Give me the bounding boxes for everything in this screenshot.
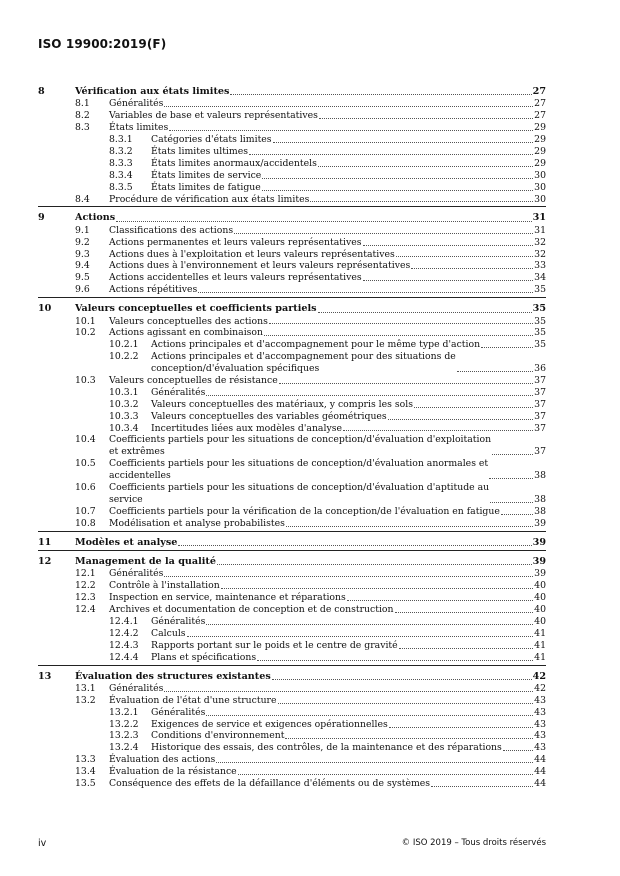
toc-chapter-entry[interactable] (38, 671, 546, 683)
toc-entry-title: Coefficients partiels pour la vérification de la conception/de l'évaluation en fatigue (109, 505, 500, 517)
toc-entry-number: 10.2.2 (109, 351, 139, 363)
toc-entry[interactable] (38, 170, 546, 182)
toc-entry-title: Classifications des actions (109, 224, 234, 236)
toc-entry-page: 41 (534, 639, 546, 651)
dot-leader (221, 588, 533, 589)
dot-leader (249, 154, 533, 155)
toc-entry-title: Exigences de service et exigences opérationnelles (151, 718, 388, 730)
toc-entry-page: 30 (534, 193, 546, 205)
toc-entry-title: Conditions d'environnement (151, 730, 285, 742)
toc-entry-number: 12.4.1 (109, 615, 139, 627)
toc-entry-title: Inspection en service, maintenance et réparations (109, 592, 346, 604)
toc-entry-page: 39 (532, 556, 546, 568)
dot-leader (343, 430, 533, 431)
toc-entry-page: 33 (534, 260, 546, 272)
dot-leader (395, 612, 534, 613)
toc-entry-number: 13.2.3 (109, 730, 139, 742)
toc-entry[interactable] (38, 458, 546, 482)
toc-entry-title: Actions dues à l'exploitation et leurs valeurs représentatives (109, 248, 395, 260)
toc-entry-number: 10.1 (75, 315, 96, 327)
toc-entry-page: 37 (534, 410, 546, 422)
toc-entry-number: 8.3.5 (109, 181, 133, 193)
toc-entry-title: Évaluation de l'état d'une structure (109, 694, 277, 706)
toc-entry-page: 32 (534, 248, 546, 260)
toc-entry-page: 30 (534, 169, 546, 181)
toc-entry-number: 13 (38, 670, 52, 682)
dot-leader (264, 335, 533, 336)
toc-entry-title: Généralités (151, 386, 206, 398)
dot-leader (230, 94, 531, 95)
dot-leader (216, 762, 533, 763)
toc-entry-number: 13.3 (75, 754, 96, 766)
toc-entry[interactable] (38, 719, 546, 731)
toc-entry-number: 9 (38, 212, 45, 224)
toc-entry-page: 43 (534, 718, 546, 730)
toc-entry[interactable] (38, 158, 546, 170)
toc-entry-number: 13.4 (75, 766, 96, 778)
toc-entry-title: Généralités (151, 706, 206, 718)
toc-entry-title: Généralités (151, 615, 206, 627)
toc-entry-title-line1: Actions principales et d'accompagnement pour des situations de (151, 351, 456, 363)
toc-entry-title-line2: et extrêmes (109, 446, 165, 458)
dot-leader (318, 312, 532, 313)
toc-entry-page: 35 (534, 327, 546, 339)
toc-entry[interactable] (38, 506, 546, 518)
toc-entry-title-line2: accidentelles (109, 470, 171, 482)
toc-entry[interactable] (38, 482, 546, 506)
toc-entry-page: 44 (534, 754, 546, 766)
toc-entry[interactable] (38, 604, 546, 616)
copyright-notice: © ISO 2019 – Tous droits réservés (401, 838, 546, 848)
toc-entry-number: 12.4.3 (109, 639, 139, 651)
toc-entry[interactable] (38, 327, 546, 339)
toc-entry-number: 9.1 (75, 224, 90, 236)
dot-leader (279, 383, 533, 384)
toc-entry-number: 12.4.4 (109, 651, 139, 663)
toc-entry-number: 10.3.3 (109, 410, 139, 422)
dot-leader (457, 371, 533, 372)
toc-entry[interactable] (38, 272, 546, 284)
toc-chapter-entry[interactable] (38, 556, 546, 568)
toc-entry-title: Valeurs conceptuelles des actions (109, 315, 268, 327)
toc-entry-title: Plans et spécifications (151, 651, 257, 663)
toc-entry-title: Archives et documentation de conception et de construction (109, 604, 394, 616)
toc-entry-title: Rapports portant sur le poids et le centre de gravité (151, 639, 398, 651)
toc-entry[interactable] (38, 339, 546, 351)
dot-leader (431, 786, 533, 787)
toc-entry-number: 9.2 (75, 236, 90, 248)
toc-entry-page: 35 (534, 315, 546, 327)
toc-entry-page: 27 (534, 98, 546, 110)
toc-entry[interactable] (38, 592, 546, 604)
toc-entry-page: 32 (534, 236, 546, 248)
toc-entry[interactable] (38, 434, 546, 458)
toc-entry-title (109, 458, 488, 482)
toc-entry-title: Modélisation et analyse probabilistes (109, 517, 285, 529)
toc-chapter-entry[interactable] (38, 212, 546, 224)
toc-entry-title-line1: Coefficients partiels pour les situations de conception/d'évaluation d'exploitation (109, 434, 492, 446)
toc-entry-number: 8.3.2 (109, 145, 133, 157)
toc-entry-page: 35 (534, 284, 546, 296)
toc-entry-page: 27 (534, 110, 546, 122)
toc-entry-title: Actions répétitives (109, 284, 198, 296)
toc-entry-title (109, 482, 489, 506)
toc-entry-title: Généralités (109, 568, 164, 580)
toc-entry-number: 12.4.2 (109, 627, 139, 639)
toc-entry-number: 10.7 (75, 505, 96, 517)
dot-leader (319, 118, 533, 119)
toc-entry-title: Valeurs conceptuelles de résistance (109, 375, 278, 386)
toc-entry-number: 10.6 (75, 482, 96, 494)
dot-leader (411, 268, 533, 269)
toc-entry-page: 39 (534, 517, 546, 529)
toc-entry-page: 43 (534, 694, 546, 706)
toc-entry-page: 40 (534, 615, 546, 627)
dot-leader (363, 245, 534, 246)
table-of-contents (38, 86, 546, 790)
toc-entry-number: 10.2 (75, 327, 96, 339)
toc-entry-page: 41 (534, 651, 546, 663)
toc-entry-title: Valeurs conceptuelles des matériaux, y compris les sols (151, 398, 414, 410)
toc-entry-number: 9.6 (75, 284, 90, 296)
toc-entry-number: 8.3 (75, 122, 90, 134)
dot-leader (285, 738, 533, 739)
toc-entry-page: 39 (532, 536, 546, 548)
toc-entry[interactable] (38, 616, 546, 628)
toc-entry-number: 13.2 (75, 694, 96, 706)
dot-leader (169, 130, 533, 131)
dot-leader (262, 190, 533, 191)
toc-entry-page: 34 (534, 272, 546, 284)
dot-leader (206, 715, 533, 716)
toc-entry[interactable] (38, 122, 546, 134)
toc-entry-page: 39 (534, 568, 546, 580)
dot-leader (492, 454, 533, 455)
toc-entry-page: 37 (534, 375, 546, 386)
dot-leader (206, 395, 533, 396)
toc-entry-number: 10.3 (75, 375, 96, 386)
toc-entry[interactable] (38, 194, 546, 206)
toc-entry-page: 38 (534, 470, 546, 482)
toc-entry-title: Contrôle à l'installation (109, 580, 220, 592)
toc-entry[interactable] (38, 707, 546, 719)
toc-entry-number: 10.8 (75, 517, 96, 529)
toc-entry-title: Procédure de vérification aux états limites (109, 193, 310, 205)
toc-entry-number: 12.2 (75, 580, 96, 592)
toc-entry-page: 44 (534, 766, 546, 778)
dot-leader (399, 648, 533, 649)
toc-entry-number: 8.2 (75, 110, 90, 122)
toc-entry[interactable] (38, 568, 546, 580)
toc-entry-number: 10.5 (75, 458, 96, 470)
toc-entry-number: 13.1 (75, 682, 96, 694)
toc-entry-page: 30 (534, 181, 546, 193)
toc-chapter-entry[interactable] (38, 86, 546, 98)
toc-entry[interactable] (38, 225, 546, 237)
toc-entry-title: États limites ultimes (151, 145, 248, 157)
toc-entry[interactable] (38, 98, 546, 110)
toc-entry[interactable] (38, 182, 546, 194)
toc-entry-title: Généralités (109, 98, 164, 110)
toc-entry-title: Actions agissant en combinaison (109, 327, 264, 339)
toc-entry[interactable] (38, 260, 546, 272)
toc-entry[interactable] (38, 134, 546, 146)
dot-leader (310, 201, 533, 202)
toc-entry[interactable] (38, 411, 546, 423)
toc-entry[interactable] (38, 249, 546, 261)
toc-entry-title: États limites anormaux/accidentels (151, 157, 317, 169)
dot-leader (238, 774, 534, 775)
dot-leader (272, 679, 532, 680)
toc-entry[interactable] (38, 766, 546, 778)
toc-entry-title: Évaluation des structures existantes (75, 670, 271, 682)
dot-leader (257, 660, 533, 661)
toc-entry[interactable] (38, 754, 546, 766)
toc-entry-title: Incertitudes liées aux modèles d'analyse (151, 422, 342, 434)
toc-entry-page: 29 (534, 122, 546, 134)
toc-entry-title: Management de la qualité (75, 556, 216, 568)
dot-leader (318, 166, 533, 167)
dot-leader (388, 419, 533, 420)
toc-entry-title: Généralités (109, 682, 164, 694)
toc-entry-page: 31 (532, 212, 546, 224)
toc-entry[interactable] (38, 316, 546, 328)
toc-entry[interactable] (38, 284, 546, 296)
toc-entry[interactable] (38, 237, 546, 249)
toc-entry[interactable] (38, 399, 546, 411)
toc-entry-number: 10.3.1 (109, 386, 139, 398)
toc-entry-title: Calculs (151, 627, 186, 639)
toc-entry-title-line2: service (109, 493, 143, 505)
dot-leader (347, 600, 533, 601)
page-header: ISO 19900:2019(F) (38, 37, 167, 51)
dot-leader (389, 727, 533, 728)
toc-entry-title: Actions dues à l'environnement et leurs valeurs représentatives (109, 260, 411, 272)
toc-entry-number: 13.2.2 (109, 718, 139, 730)
toc-entry-page: 37 (534, 386, 546, 398)
toc-entry-page: 40 (534, 604, 546, 616)
dot-leader (278, 703, 534, 704)
toc-entry-number: 12.4 (75, 604, 96, 616)
toc-entry-number: 12 (38, 556, 52, 568)
toc-entry-page: 29 (534, 134, 546, 146)
dot-leader (490, 502, 533, 503)
toc-entry[interactable] (38, 580, 546, 592)
toc-entry-page: 27 (532, 86, 546, 97)
toc-entry-number: 12.3 (75, 592, 96, 604)
toc-entry[interactable] (38, 628, 546, 640)
toc-entry-page: 38 (534, 493, 546, 505)
toc-chapter-entry[interactable] (38, 303, 546, 315)
dot-leader (273, 142, 534, 143)
dot-leader (363, 280, 534, 281)
toc-entry-page: 35 (534, 339, 546, 351)
toc-entry-page: 37 (534, 398, 546, 410)
toc-entry-page: 43 (534, 730, 546, 742)
toc-entry-title: Variables de base et valeurs représentatives (109, 110, 318, 122)
toc-entry-page: 40 (534, 592, 546, 604)
dot-leader (481, 347, 533, 348)
toc-entry-number: 12.1 (75, 568, 96, 580)
toc-entry[interactable] (38, 778, 546, 790)
toc-entry-number: 8.3.4 (109, 169, 133, 181)
toc-entry-number: 10.2.1 (109, 339, 139, 351)
toc-entry-page: 43 (534, 706, 546, 718)
toc-entry-page: 37 (534, 422, 546, 434)
toc-entry-title (109, 434, 491, 458)
toc-entry-page: 36 (534, 363, 546, 375)
toc-entry[interactable] (38, 742, 546, 754)
toc-entry-number: 8.3.3 (109, 157, 133, 169)
toc-entry-page: 37 (534, 446, 546, 458)
toc-entry-page: 44 (534, 778, 546, 790)
toc-entry-page: 31 (534, 224, 546, 236)
dot-leader (206, 624, 533, 625)
toc-entry-number: 10.3.4 (109, 422, 139, 434)
toc-entry-page: 42 (534, 682, 546, 694)
dot-leader (164, 106, 533, 107)
toc-entry-title: Actions (75, 212, 116, 224)
dot-leader (414, 407, 533, 408)
toc-entry-title: Évaluation des actions (109, 754, 216, 766)
toc-entry-page: 43 (534, 742, 546, 754)
toc-entry-number: 13.2.1 (109, 706, 139, 718)
dot-leader (164, 576, 533, 577)
toc-entry[interactable] (38, 423, 546, 435)
dot-leader (269, 323, 533, 324)
toc-entry[interactable] (38, 518, 546, 530)
toc-entry-title-line1: Coefficients partiels pour les situations de conception/d'évaluation d'aptitude au (109, 482, 490, 494)
toc-entry-title: Modèles et analyse (75, 536, 178, 548)
toc-entry[interactable] (38, 351, 546, 375)
toc-entry[interactable] (38, 146, 546, 158)
toc-entry-number: 8 (38, 86, 45, 97)
toc-entry-title: Valeurs conceptuelles et coefficients partiels (75, 303, 317, 315)
toc-entry-number: 13.2.4 (109, 742, 139, 754)
toc-chapter-entry[interactable] (38, 537, 546, 549)
toc-entry-number: 10.4 (75, 434, 96, 446)
toc-entry-title: Historique des essais, des contrôles, de la maintenance et des réparations (151, 742, 502, 754)
toc-entry[interactable] (38, 652, 546, 664)
dot-leader (198, 292, 533, 293)
toc-entry[interactable] (38, 640, 546, 652)
toc-entry-title: Évaluation de la résistance (109, 766, 237, 778)
toc-entry-number: 9.4 (75, 260, 90, 272)
toc-entry[interactable] (38, 683, 546, 695)
toc-entry[interactable] (38, 730, 546, 742)
toc-entry-title: États limites (109, 122, 169, 134)
dot-leader (217, 564, 532, 565)
toc-entry-title: Catégories d'états limites (151, 134, 272, 146)
toc-entry-page: 40 (534, 580, 546, 592)
toc-entry-page: 29 (534, 157, 546, 169)
toc-entry[interactable] (38, 695, 546, 707)
toc-entry[interactable] (38, 387, 546, 399)
toc-entry-page: 38 (534, 505, 546, 517)
toc-entry-number: 8.4 (75, 193, 90, 205)
toc-entry-title-line1: Coefficients partiels pour les situations de conception/d'évaluation anormales et (109, 458, 489, 470)
toc-entry[interactable] (38, 110, 546, 122)
toc-entry-page: 29 (534, 145, 546, 157)
toc-entry-title: Valeurs conceptuelles des variables géométriques (151, 410, 387, 422)
toc-entry-number: 10.3.2 (109, 398, 139, 410)
toc-entry[interactable] (38, 375, 546, 387)
dot-leader (501, 514, 533, 515)
toc-entry-title: États limites de fatigue (151, 181, 261, 193)
page-number: iv (38, 838, 47, 849)
dot-leader (262, 178, 533, 179)
dot-leader (116, 221, 532, 222)
dot-leader (286, 526, 533, 527)
toc-entry-number: 9.3 (75, 248, 90, 260)
toc-entry-page: 35 (532, 303, 546, 315)
dot-leader (489, 478, 533, 479)
dot-leader (187, 636, 534, 637)
toc-entry-title: Actions permanentes et leurs valeurs représentatives (109, 236, 362, 248)
toc-entry-title: Actions principales et d'accompagnement pour le même type d'action (151, 339, 481, 351)
toc-entry-page: 41 (534, 627, 546, 639)
dot-leader (234, 233, 533, 234)
toc-entry-number: 10 (38, 303, 52, 315)
toc-entry-title (151, 351, 456, 375)
toc-entry-page: 42 (532, 670, 546, 682)
toc-entry-title: Vérification aux états limites (75, 86, 230, 97)
toc-entry-title: Conséquence des effets de la défaillance d'éléments ou de systèmes (109, 778, 431, 790)
dot-leader (178, 545, 531, 546)
toc-entry-title-line2: conception/d'évaluation spécifiques (151, 363, 320, 375)
dot-leader (503, 750, 533, 751)
toc-entry-number: 8.3.1 (109, 134, 133, 146)
toc-entry-number: 11 (38, 536, 52, 548)
toc-entry-title: Actions accidentelles et leurs valeurs représentatives (109, 272, 362, 284)
toc-entry-title: États limites de service (151, 169, 262, 181)
toc-entry-number: 9.5 (75, 272, 90, 284)
dot-leader (164, 691, 533, 692)
dot-leader (396, 256, 533, 257)
toc-entry-number: 13.5 (75, 778, 96, 790)
toc-entry-number: 8.1 (75, 98, 90, 110)
